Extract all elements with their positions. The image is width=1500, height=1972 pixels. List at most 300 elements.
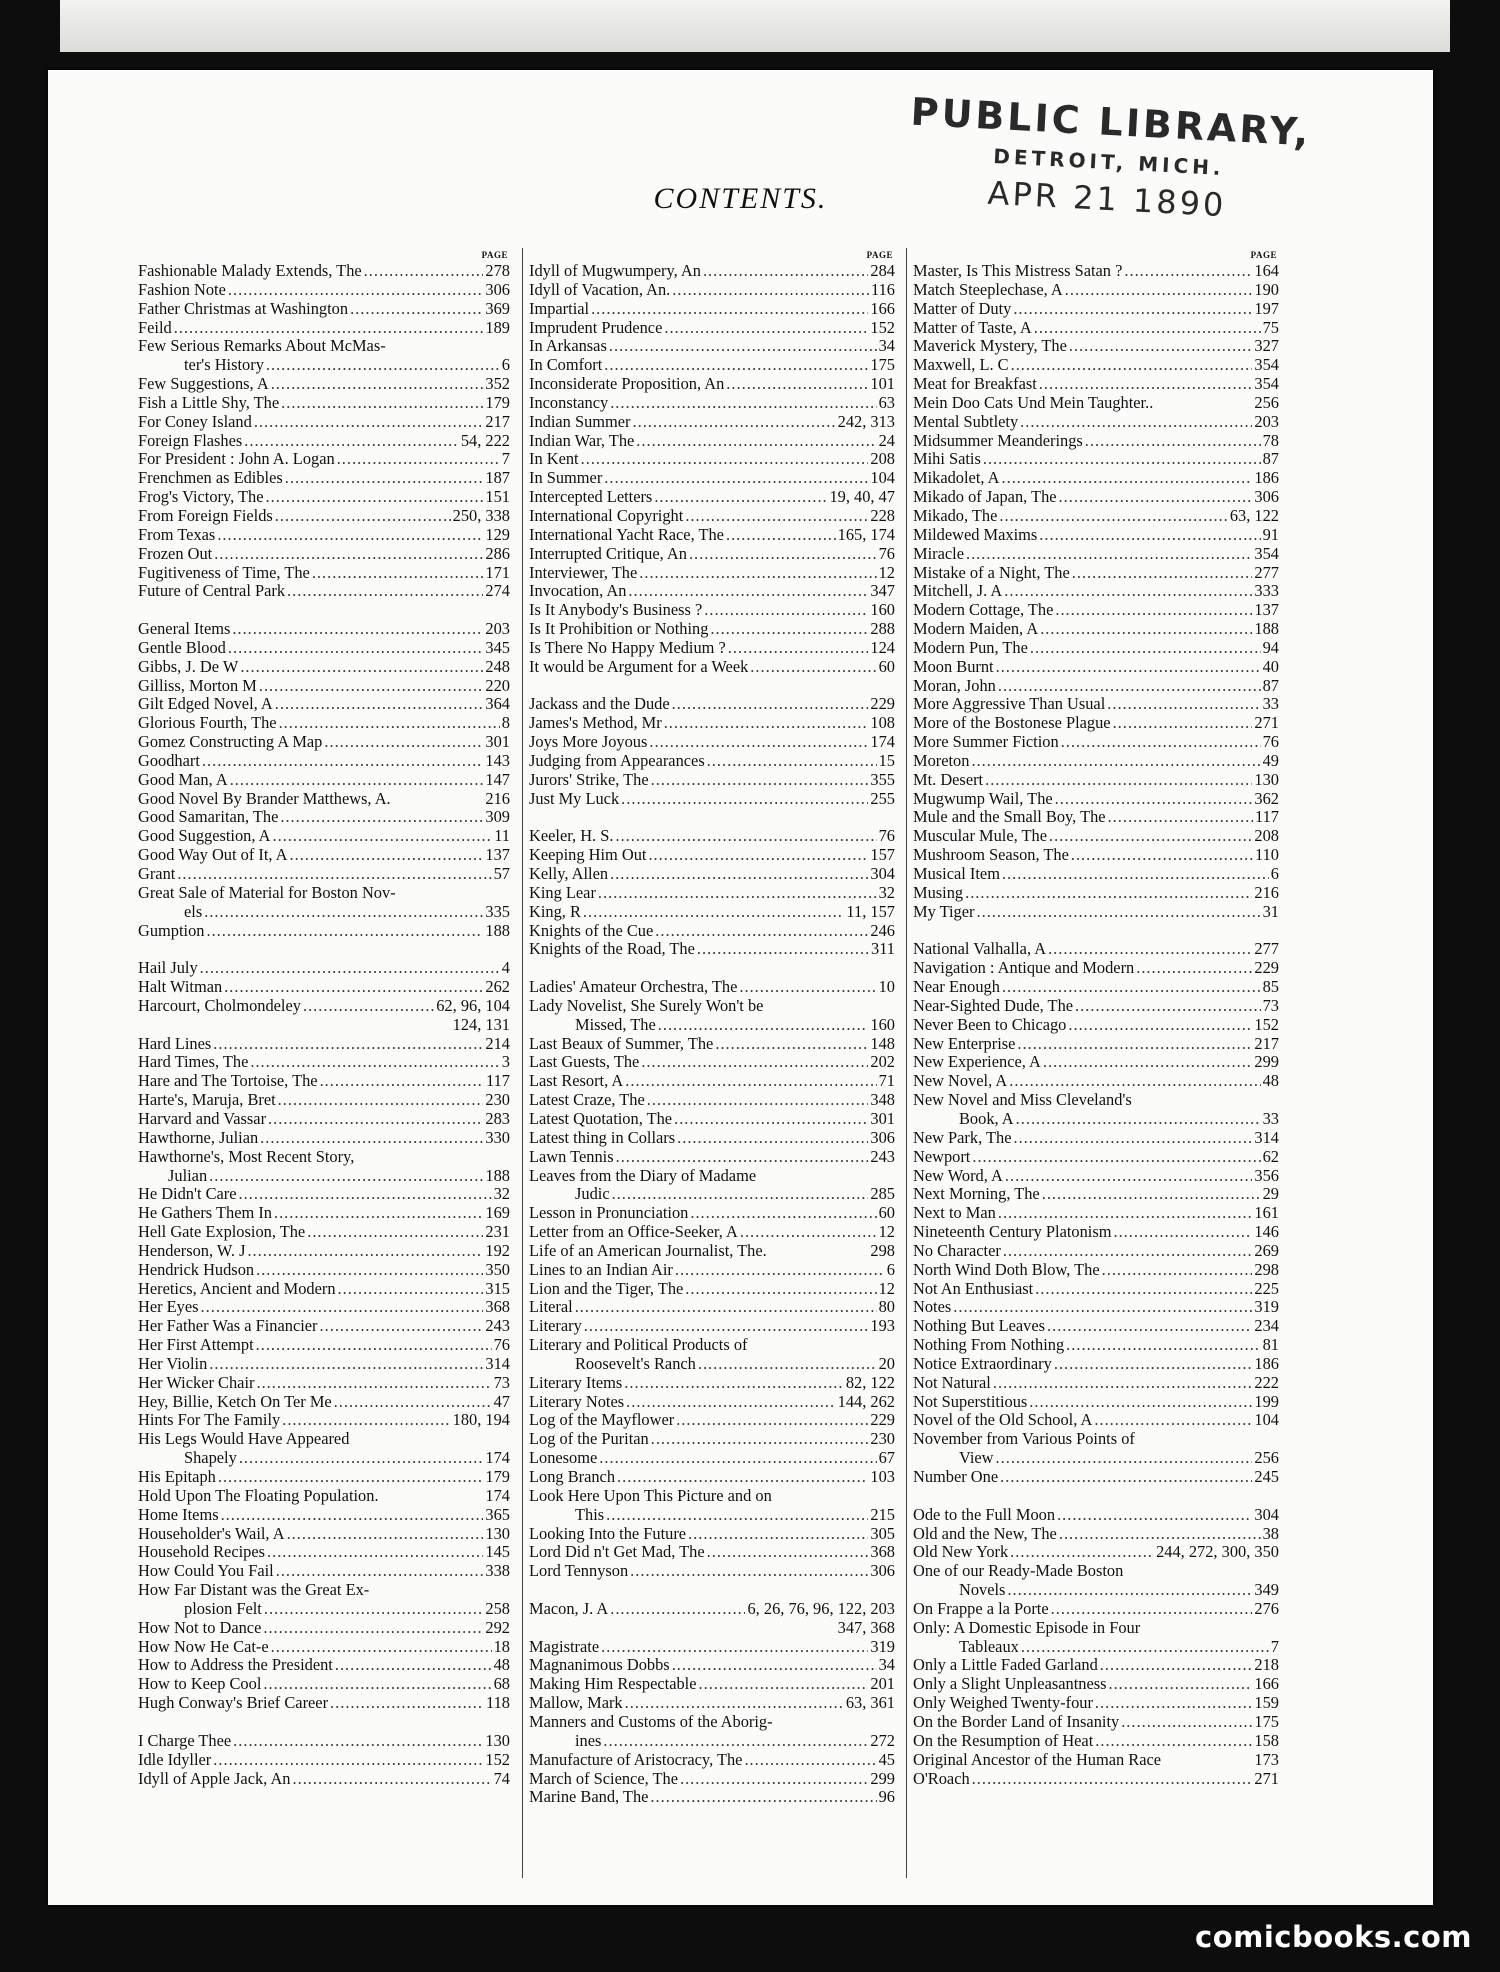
entry-title: Idyll of Vacation, An. xyxy=(529,280,671,299)
entry-title: Tableaux xyxy=(959,1637,1019,1656)
entry-title: Moon Burnt xyxy=(913,657,994,676)
entry-title: Feild xyxy=(138,318,172,337)
entry-title: Idle Idyller xyxy=(138,1750,212,1769)
contents-entry xyxy=(529,1468,895,1487)
dot-leader xyxy=(996,658,1261,677)
dot-leader xyxy=(710,620,868,639)
entry-page-number: 315 xyxy=(485,1279,510,1298)
entry-page-number: 356 xyxy=(1254,1166,1279,1185)
contents-entry xyxy=(913,319,1279,338)
entry-page-number: 368 xyxy=(870,1543,895,1562)
entry-page-number: 130 xyxy=(1254,770,1279,789)
entry-page-number: 31 xyxy=(1262,902,1279,921)
entry-page-number: 180, 194 xyxy=(452,1411,510,1430)
entry-title: Householder's Wail, A xyxy=(138,1524,285,1543)
entry-title: New Enterprise xyxy=(913,1034,1016,1053)
dot-leader xyxy=(649,733,868,752)
entry-page-number: 161 xyxy=(1254,1204,1279,1223)
entry-title: Not An Enthusiast xyxy=(913,1279,1034,1298)
contents-entry xyxy=(913,1148,1279,1167)
entry-title: Only a Slight Unpleasantness xyxy=(913,1675,1107,1694)
dot-leader xyxy=(337,450,500,469)
entry-page-number: 60 xyxy=(878,657,895,676)
dot-leader xyxy=(624,1374,844,1393)
dot-leader xyxy=(201,1298,484,1317)
dot-leader xyxy=(1113,714,1253,733)
contents-entry xyxy=(529,827,895,846)
entry-page-number: 96 xyxy=(878,1788,895,1807)
contents-entry xyxy=(138,1487,510,1506)
contents-entry xyxy=(529,281,895,300)
entry-page-number: 335 xyxy=(485,902,510,921)
dot-leader xyxy=(280,808,483,827)
contents-entry xyxy=(913,658,1279,677)
entry-title: Intercepted Letters xyxy=(529,488,653,507)
dot-leader xyxy=(617,1468,868,1487)
dot-leader xyxy=(739,978,876,997)
dot-leader xyxy=(1013,300,1252,319)
entry-title: Latest Craze, The xyxy=(529,1091,645,1110)
contents-entry xyxy=(138,1619,510,1638)
entry-title: Jurors' Strike, The xyxy=(529,770,649,789)
entry-page-number: 187 xyxy=(485,469,510,488)
entry-title: Mental Subtlety xyxy=(913,412,1019,431)
entry-page-number: 368 xyxy=(485,1298,510,1317)
contents-entry xyxy=(913,1053,1279,1072)
entry-page-number: 24 xyxy=(878,431,895,450)
dot-leader xyxy=(1013,1129,1252,1148)
dot-leader xyxy=(599,1449,876,1468)
entry-page-number: 91 xyxy=(1262,525,1279,544)
dot-leader xyxy=(726,375,868,394)
entry-title: Long Branch xyxy=(529,1468,616,1486)
dot-leader xyxy=(364,262,484,281)
contents-entry xyxy=(138,1751,510,1770)
entry-title: One of our Ready-Made Boston xyxy=(913,1562,1124,1581)
contents-entry xyxy=(138,1393,510,1412)
entry-title: Only: A Domestic Episode in Four xyxy=(913,1618,1141,1637)
dot-leader xyxy=(639,564,876,583)
entry-title: Lonesome xyxy=(529,1449,598,1468)
contents-entry xyxy=(138,300,510,319)
entry-page-number: 350 xyxy=(485,1260,510,1279)
entry-page-number: 175 xyxy=(870,356,895,375)
entry-title: Gilt Edged Novel, A xyxy=(138,695,273,714)
entry-title: Keeping Him Out xyxy=(529,846,647,865)
entry-title: View xyxy=(959,1449,994,1468)
entry-page-number: 362 xyxy=(1254,789,1279,808)
contents-entry xyxy=(529,1600,895,1619)
contents-entry xyxy=(913,714,1279,733)
dot-leader xyxy=(204,903,483,922)
entry-page-number: 304 xyxy=(870,865,895,883)
entry-page-number: 186 xyxy=(1254,469,1279,488)
contents-entry xyxy=(138,262,510,281)
contents-entry xyxy=(529,1016,895,1035)
entry-title: Mugwump Wail, The xyxy=(913,789,1053,808)
entry-title: Imprudent Prudence xyxy=(529,318,663,337)
entry-title: Nothing But Leaves xyxy=(913,1317,1046,1336)
entry-title: Next to Man xyxy=(913,1204,996,1223)
page-column-header: PAGE xyxy=(481,250,508,260)
entry-title: Near-Sighted Dude, The xyxy=(913,996,1074,1015)
contents-entry xyxy=(138,564,510,583)
entry-page-number: 256 xyxy=(1254,393,1279,412)
dot-leader xyxy=(685,1280,876,1299)
entry-title: Original Ancestor of the Human Race xyxy=(913,1750,1162,1769)
dot-leader xyxy=(1040,620,1252,639)
dot-leader xyxy=(664,319,868,338)
contents-entry xyxy=(529,1430,895,1449)
contents-entry xyxy=(529,1148,895,1167)
contents-entry xyxy=(529,545,895,564)
contents-entry xyxy=(529,1355,895,1374)
dot-leader xyxy=(233,1732,483,1751)
contents-entry xyxy=(529,1732,895,1751)
contents-entry xyxy=(913,1242,1279,1261)
entry-title: Heretics, Ancient and Modern xyxy=(138,1279,336,1298)
entry-page-number: 76 xyxy=(493,1336,510,1355)
entry-page-number: 272 xyxy=(870,1731,895,1750)
contents-entry xyxy=(913,620,1279,639)
entry-page-number: 203 xyxy=(485,620,510,639)
contents-entry xyxy=(138,1638,510,1657)
page-column-header: PAGE xyxy=(1250,250,1277,260)
contents-entry xyxy=(913,846,1279,865)
entry-page-number: 146 xyxy=(1254,1223,1279,1242)
entry-page-number: 301 xyxy=(870,1109,895,1128)
entry-title: Fish a Little Shy, The xyxy=(138,393,280,412)
contents-entry xyxy=(913,1393,1279,1412)
entry-title: Log of the Puritan xyxy=(529,1430,649,1449)
entry-title: Hendrick Hudson xyxy=(138,1260,255,1279)
entry-page-number: 11 xyxy=(494,827,510,846)
contents-entry xyxy=(529,582,895,601)
dot-leader xyxy=(606,1506,868,1525)
entry-title: My Tiger xyxy=(913,902,975,921)
dot-leader xyxy=(177,865,491,884)
entry-page-number: 12 xyxy=(878,1223,895,1242)
entry-title: Grant xyxy=(138,865,176,883)
dot-leader xyxy=(999,507,1227,526)
dot-leader xyxy=(330,1694,484,1713)
dot-leader xyxy=(276,1562,484,1581)
contents-entry xyxy=(529,922,895,941)
dot-leader xyxy=(1002,865,1269,884)
dot-leader xyxy=(320,1072,484,1091)
contents-entry xyxy=(138,1430,510,1449)
contents-entry xyxy=(138,450,510,469)
entry-page-number: 76 xyxy=(878,827,895,846)
contents-entry xyxy=(913,1185,1279,1204)
dot-leader xyxy=(1029,1393,1252,1412)
contents-entry xyxy=(529,1242,895,1261)
entry-title: Never Been to Chicago xyxy=(913,1015,1067,1034)
entry-page-number: 277 xyxy=(1254,563,1279,582)
contents-entry xyxy=(138,1732,510,1751)
entry-page-number: 47 xyxy=(493,1392,510,1411)
entry-page-number: 229 xyxy=(1254,959,1279,978)
contents-columns xyxy=(138,248,1328,1878)
entry-page-number: 129 xyxy=(485,525,510,544)
entry-page-number: 73 xyxy=(1262,996,1279,1015)
contents-entry xyxy=(913,639,1279,658)
contents-entry xyxy=(913,1543,1279,1562)
dot-leader xyxy=(266,356,500,375)
contents-entry xyxy=(529,1449,895,1468)
entry-page-number: 229 xyxy=(870,1411,895,1430)
dot-leader xyxy=(972,1770,1253,1789)
entry-page-number: 63, 361 xyxy=(845,1694,895,1713)
dot-leader xyxy=(1055,790,1253,809)
dot-leader xyxy=(338,1280,484,1299)
entry-title: Mikado of Japan, The xyxy=(913,488,1057,507)
contents-entry xyxy=(529,1129,895,1148)
contents-entry xyxy=(529,620,895,639)
entry-title: Modern Cottage, The xyxy=(913,601,1054,620)
dot-leader xyxy=(993,1374,1253,1393)
entry-page-number: 108 xyxy=(870,714,895,733)
contents-entry xyxy=(138,1242,510,1261)
dot-leader xyxy=(266,488,484,507)
entry-page-number: 104 xyxy=(870,469,895,488)
entry-page-number: 33 xyxy=(1262,695,1279,714)
entry-page-number: 20 xyxy=(878,1354,895,1373)
entry-page-number: 76 xyxy=(1262,733,1279,752)
dot-leader xyxy=(699,1675,869,1694)
entry-page-number: 76 xyxy=(878,544,895,563)
entry-title: International Yacht Race, The xyxy=(529,525,724,544)
entry-title: Match Steeplechase, A xyxy=(913,280,1063,299)
dot-leader xyxy=(350,300,483,319)
dot-leader xyxy=(1051,1600,1253,1619)
entry-page-number: 189 xyxy=(485,318,510,337)
entry-page-number: 45 xyxy=(878,1750,895,1769)
contents-entry xyxy=(913,1167,1279,1186)
entry-page-number: 197 xyxy=(1254,299,1279,318)
contents-entry xyxy=(913,1072,1279,1091)
contents-entry xyxy=(529,695,895,714)
entry-page-number: 63, 122 xyxy=(1229,506,1279,525)
dot-leader xyxy=(267,1543,483,1562)
entry-title: Gilliss, Morton M xyxy=(138,676,257,695)
dot-leader xyxy=(1085,432,1261,451)
entry-title: Mihi Satis xyxy=(913,450,981,469)
dot-leader xyxy=(704,601,868,620)
entry-title: Magnanimous Dobbs xyxy=(529,1656,670,1675)
dot-leader xyxy=(1061,733,1261,752)
entry-title: Idyll of Apple Jack, An xyxy=(138,1769,291,1788)
entry-title: Ode to the Full Moon xyxy=(913,1505,1056,1524)
contents-entry xyxy=(913,1675,1279,1694)
entry-page-number: 299 xyxy=(870,1769,895,1788)
entry-title: Mt. Desert xyxy=(913,770,984,789)
contents-entry xyxy=(138,827,510,846)
dot-leader xyxy=(664,714,869,733)
contents-entry xyxy=(529,1770,895,1789)
contents-entry xyxy=(529,564,895,583)
entry-title: Life of an American Journalist, The. xyxy=(529,1241,767,1260)
dot-leader xyxy=(1005,1167,1253,1186)
entry-page-number: 306 xyxy=(1254,488,1279,507)
dot-leader xyxy=(641,1053,868,1072)
contents-entry xyxy=(913,1656,1279,1675)
dot-leader xyxy=(750,658,876,677)
entry-page-number: 305 xyxy=(870,1524,895,1543)
entry-page-number: 104 xyxy=(1254,1411,1279,1430)
dot-leader xyxy=(278,1091,484,1110)
entry-page-number: 348 xyxy=(870,1091,895,1110)
dot-leader xyxy=(703,262,868,281)
dot-leader xyxy=(998,677,1261,696)
entry-page-number: 148 xyxy=(870,1034,895,1053)
entry-title: Is It Prohibition or Nothing xyxy=(529,620,709,639)
entry-page-number: 298 xyxy=(870,1241,895,1260)
entry-page-number: 174 xyxy=(485,1486,510,1505)
dot-leader xyxy=(1124,262,1252,281)
contents-entry xyxy=(138,752,510,771)
dot-leader xyxy=(707,1543,869,1562)
dot-leader xyxy=(1010,1543,1154,1562)
dot-leader xyxy=(633,413,836,432)
entry-title: Missed, The xyxy=(575,1015,656,1034)
entry-page-number: 218 xyxy=(1254,1656,1279,1675)
dot-leader xyxy=(1107,695,1260,714)
entry-title: Macon, J. A xyxy=(529,1599,609,1618)
dot-leader xyxy=(1113,1223,1252,1242)
entry-title: Harte's, Maruja, Bret xyxy=(138,1091,276,1110)
contents-entry xyxy=(529,1374,895,1393)
dot-leader xyxy=(1069,337,1253,356)
dot-leader xyxy=(271,1638,492,1657)
contents-entry xyxy=(138,771,510,790)
entry-page-number: 306 xyxy=(870,1562,895,1581)
entry-title: Lady Novelist, She Surely Won't be xyxy=(529,996,764,1015)
section-gap xyxy=(138,1713,510,1732)
entry-page-number: 117 xyxy=(1255,808,1279,827)
entry-page-number: 74 xyxy=(493,1769,510,1788)
contents-column-1 xyxy=(138,248,512,1878)
entry-title: Idyll of Mugwumpery, An xyxy=(529,262,701,280)
contents-entry xyxy=(529,714,895,733)
contents-entry xyxy=(913,808,1279,827)
dot-leader xyxy=(685,507,868,526)
entry-title: Just My Luck xyxy=(529,789,620,808)
entry-page-number: 103 xyxy=(870,1468,895,1486)
dot-leader xyxy=(698,1355,877,1374)
dot-leader xyxy=(996,1449,1253,1468)
entry-title: Leaves from the Diary of Madame xyxy=(529,1166,757,1185)
entry-title: ines xyxy=(575,1731,602,1750)
entry-page-number: 116 xyxy=(871,280,895,299)
entry-title: Mikadolet, A xyxy=(913,469,1000,488)
contents-entry xyxy=(913,1770,1279,1789)
entry-title: Her Eyes xyxy=(138,1298,199,1317)
entry-title: Old New York xyxy=(913,1543,1009,1562)
contents-entry xyxy=(529,846,895,865)
contents-entry xyxy=(529,903,895,922)
dot-leader xyxy=(707,752,877,771)
contents-entry xyxy=(138,1298,510,1317)
entry-page-number: 3 xyxy=(501,1053,510,1072)
contents-entry xyxy=(529,865,895,884)
entry-page-number: 130 xyxy=(485,1731,510,1750)
contents-entry xyxy=(529,997,895,1016)
entry-title: Latest Quotation, The xyxy=(529,1109,673,1128)
entry-page-number: 6 xyxy=(886,1260,895,1279)
contents-column-3 xyxy=(906,248,1281,1878)
dot-leader xyxy=(1002,469,1253,488)
contents-entry xyxy=(138,1355,510,1374)
contents-entry xyxy=(529,1072,895,1091)
dot-leader xyxy=(612,1185,869,1204)
entry-title: Good Suggestion, A xyxy=(138,827,271,846)
entry-title: Few Serious Remarks About McMas- xyxy=(138,337,386,356)
entry-title: Knights of the Road, The xyxy=(529,940,695,959)
dot-leader xyxy=(268,1110,483,1129)
contents-entry xyxy=(913,771,1279,790)
entry-title: More Summer Fiction xyxy=(913,733,1059,752)
entry-title: Master, Is This Mistress Satan ? xyxy=(913,262,1123,280)
entry-page-number: 352 xyxy=(485,375,510,394)
dot-leader xyxy=(1054,1355,1253,1374)
contents-entry xyxy=(913,1016,1279,1035)
contents-entry xyxy=(138,677,510,696)
dot-leader xyxy=(591,300,868,319)
dot-leader xyxy=(217,526,483,545)
contents-entry xyxy=(529,1393,895,1412)
entry-page-number: 283 xyxy=(485,1109,510,1128)
contents-entry xyxy=(138,1280,510,1299)
entry-page-number: 11, 157 xyxy=(846,902,895,921)
entry-page-number: 190 xyxy=(1254,280,1279,299)
entry-page-number: 81 xyxy=(1262,1336,1279,1355)
dot-leader xyxy=(263,1619,483,1638)
contents-entry xyxy=(913,281,1279,300)
entry-title: Harvard and Vassar xyxy=(138,1109,267,1128)
dot-leader xyxy=(672,1656,877,1675)
dot-leader xyxy=(247,1242,483,1261)
entry-title: Is There No Happy Medium ? xyxy=(529,638,726,657)
entry-page-number: 301 xyxy=(485,733,510,752)
contents-entry xyxy=(138,526,510,545)
contents-entry xyxy=(913,1713,1279,1732)
contents-entry xyxy=(138,1261,510,1280)
contents-entry xyxy=(138,319,510,338)
contents-entry xyxy=(529,1336,895,1355)
entry-title: Log of the Mayflower xyxy=(529,1411,675,1430)
entry-page-number: 12 xyxy=(878,1279,895,1298)
dot-leader xyxy=(977,903,1261,922)
entry-title: Hard Lines xyxy=(138,1034,212,1053)
section-gap xyxy=(529,677,895,696)
contents-entry xyxy=(138,1317,510,1336)
contents-entry xyxy=(913,1506,1279,1525)
page-column-header: PAGE xyxy=(866,250,893,260)
contents-entry xyxy=(138,1091,510,1110)
contents-entry xyxy=(913,262,1279,281)
entry-page-number: 225 xyxy=(1254,1279,1279,1298)
entry-title: Lesson in Pronunciation xyxy=(529,1204,689,1223)
contents-entry xyxy=(529,1788,895,1807)
dot-leader xyxy=(1047,1317,1252,1336)
entry-title: From Texas xyxy=(138,525,216,544)
entry-page-number: 32 xyxy=(493,1185,510,1204)
entry-title: Literary and Political Products of xyxy=(529,1336,748,1355)
dot-leader xyxy=(256,1261,483,1280)
entry-title: Harcourt, Cholmondeley xyxy=(138,996,301,1015)
contents-entry xyxy=(529,450,895,469)
